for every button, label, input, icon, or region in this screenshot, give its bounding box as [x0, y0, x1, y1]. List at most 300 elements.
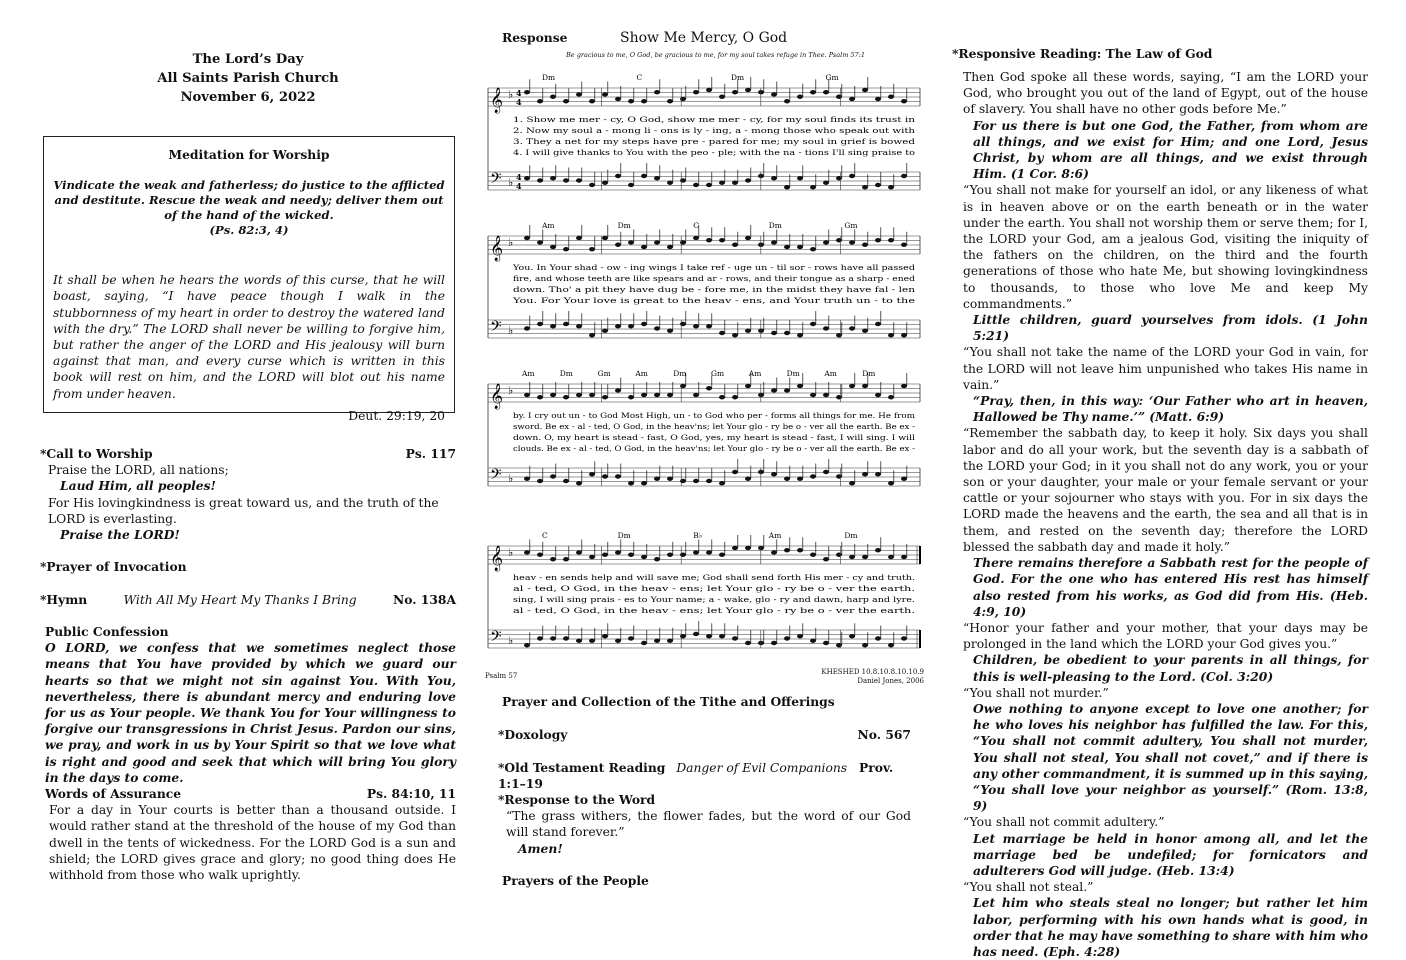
key-flat: ♭ [508, 384, 514, 397]
note-head [745, 546, 751, 550]
tithe-prayer: Prayer and Collection of the Tithe and Offerings [502, 694, 835, 709]
chord-symbol: Dm [731, 73, 745, 82]
note-head [667, 245, 673, 249]
chord-symbol: Dm [617, 531, 631, 540]
prayers-of-the-people: Prayers of the People [502, 873, 649, 888]
note-head [862, 185, 868, 189]
note-head [667, 639, 673, 643]
note-head [563, 557, 569, 561]
note-head [641, 641, 647, 645]
note-head [771, 176, 777, 180]
note-head [823, 470, 829, 474]
note-head [628, 636, 634, 640]
note-head [784, 388, 790, 392]
note-head [654, 240, 660, 244]
note-head [888, 481, 894, 485]
note-head [576, 393, 582, 397]
response-word-amen: Amen! [518, 840, 563, 856]
note-head [550, 245, 556, 249]
note-head [667, 393, 673, 397]
note-head [771, 331, 777, 335]
chord-symbol: Gm [844, 221, 858, 230]
note-head [719, 331, 725, 335]
chord-symbol: Dm [559, 369, 573, 378]
note-head [693, 236, 699, 240]
lyric-line: 3. They a net for my steps have pre - pared for me; my soul in grief is bowed [513, 138, 916, 146]
note-head [797, 548, 803, 552]
note-head [537, 553, 543, 557]
note-head [823, 393, 829, 397]
chord-symbol: Dm [844, 531, 858, 540]
note-head [615, 550, 621, 554]
music-title: Show Me Mercy, O God [620, 30, 788, 46]
note-head [589, 247, 595, 251]
note-head [667, 553, 673, 557]
meditation-text: It shall be when he hears the words of this curse, that he will boast, saying, “I have peace though I walk in the stubbornness of my heart in order to destroy the watered land with the dry.” The LORD shall never be willing to forgive him, but rather the anger of the LORD and His jealousy will burn against that man, and every curse which is written in this book will rest on him, and the LORD will blot out his name from under heaven. [53, 273, 445, 401]
note-head [810, 90, 816, 94]
note-head [797, 245, 803, 249]
chord-symbol: Dm [673, 369, 687, 378]
note-head [641, 393, 647, 397]
note-head [888, 643, 894, 647]
reading-people-line: Let marriage be held in honor among all, and let the marriage bed be undefiled; for fornicators and adulterers God will judge. (Heb. 13:4) [973, 830, 1368, 878]
note-head [836, 553, 842, 557]
note-head [849, 97, 855, 101]
note-head [901, 555, 907, 559]
treble-clef: 𝄞 [490, 546, 504, 571]
note-head [810, 247, 816, 251]
note-head [706, 386, 712, 390]
note-head [823, 326, 829, 330]
key-flat: ♭ [508, 88, 514, 101]
note-head [654, 557, 660, 561]
note-head [615, 97, 621, 101]
note-head [576, 324, 582, 328]
note-head [615, 474, 621, 478]
note-head [784, 245, 790, 249]
note-head [823, 557, 829, 561]
note-head [797, 634, 803, 638]
note-head [667, 329, 673, 333]
note-head [589, 555, 595, 559]
reading-leader-line: “You shall not take the name of the LORD your God in vain, for the LORD will not leave him unpunished who takes His name in vain.” [963, 345, 1368, 392]
note-head [706, 88, 712, 92]
lyric-line: by. I cry out un - to God Most High, un - to God who per - forms all things for me. He from [513, 412, 916, 420]
note-head [849, 174, 855, 178]
note-head [797, 95, 803, 99]
note-head [576, 92, 582, 96]
note-head [602, 92, 608, 96]
call-to-worship-title: *Call to Worship [40, 446, 153, 461]
note-head [576, 550, 582, 554]
assurance-title: Words of Assurance [45, 786, 182, 801]
meditation-box [43, 136, 455, 423]
note-head [836, 643, 842, 647]
note-head [602, 553, 608, 557]
chord-symbol: Dm [617, 221, 631, 230]
note-head [875, 393, 881, 397]
note-head [524, 643, 530, 647]
note-head [849, 240, 855, 244]
treble-clef: 𝄞 [490, 384, 504, 409]
public-confession [45, 624, 456, 786]
header-line-3: November 6, 2022 [180, 90, 316, 105]
lyric-line: You. For Your love is great to the heav - ens, and Your truth un - to the [511, 297, 915, 305]
note-head [550, 474, 556, 478]
time-signature: 4 [516, 181, 522, 191]
lyric-line: 2. Now my soul a - mong li - ons is ly - ing, a - mong those who speak out with [513, 127, 916, 135]
chord-symbol: B♭ [693, 531, 703, 540]
note-head [693, 393, 699, 397]
note-head [628, 395, 634, 399]
hymn-label: *Hymn [40, 592, 88, 607]
note-head [602, 474, 608, 478]
reading-people-line: There remains therefore a Sabbath rest for the people of God. For the one who has entered His rest has himself also rested from his works, as God did from His. (Heb. 4:9, 10) [973, 555, 1368, 619]
note-head [719, 181, 725, 185]
note-head [784, 477, 790, 481]
note-head [615, 324, 621, 328]
note-head [875, 238, 881, 242]
note-head [732, 470, 738, 474]
note-head [537, 636, 543, 640]
note-head [732, 546, 738, 550]
note-head [771, 472, 777, 476]
tune-composer: Daniel Jones, 2006 [857, 677, 924, 685]
note-head [628, 324, 634, 328]
call-line-1: Praise the LORD, all nations; [48, 463, 229, 478]
note-head [875, 183, 881, 187]
note-head [628, 481, 634, 485]
note-head [576, 639, 582, 643]
note-head [641, 174, 647, 178]
note-head [745, 641, 751, 645]
note-head [654, 639, 660, 643]
note-head [628, 183, 634, 187]
key-flat: ♭ [508, 324, 514, 337]
note-head [862, 643, 868, 647]
lyric-line: 4. I will give thanks to You with the peo - ple; with the na - tions I'll sing praise to [513, 149, 915, 157]
note-head [524, 550, 530, 554]
note-head [862, 329, 868, 333]
note-head [784, 331, 790, 335]
reading-leader-line: “You shall not steal.” [963, 880, 1094, 895]
lyric-line: sword. Be ex - al - ted, O God, in the heav'ns; let Your glo - ry be o - ver all the earth. Be ex - [513, 423, 916, 431]
music-subtitle: Be gracious to me, O God, be gracious to me, for my soul takes refuge in Thee. Psalm 57:1 [566, 51, 866, 59]
note-head [732, 90, 738, 94]
note-head [563, 636, 569, 640]
note-head [888, 185, 894, 189]
ot-reading-label: *Old Testament Reading [498, 760, 666, 775]
note-head [641, 99, 647, 103]
meditation-quote: Vindicate the weak and fatherless; do justice to the afflicted and destitute. Rescue the weak and needy; deliver them out of the hand of the wicked. [53, 178, 445, 223]
note-head [901, 636, 907, 640]
confession-title: Public Confession [45, 624, 169, 639]
note-head [732, 395, 738, 399]
note-head [602, 181, 608, 185]
note-head [836, 474, 842, 478]
note-head [667, 477, 673, 481]
note-head [576, 236, 582, 240]
note-head [719, 553, 725, 557]
note-head [550, 176, 556, 180]
bass-clef: 𝄢 [490, 466, 502, 487]
note-head [615, 639, 621, 643]
note-head [810, 639, 816, 643]
reading-leader-line: “You shall not murder.” [963, 685, 1109, 700]
note-head [810, 185, 816, 189]
call-to-worship-ref: Ps. 117 [405, 446, 456, 461]
note-head [589, 183, 595, 187]
chord-symbol: Gm [597, 369, 611, 378]
note-head [888, 333, 894, 337]
note-head [537, 99, 543, 103]
lyric-line: 1. Show me mer - cy, O God, show me mer - cy, for my soul finds its trust in [513, 116, 916, 124]
note-head [797, 333, 803, 337]
lyric-line: al - ted, O God, in the heav - ens; let Your glo - ry be o - ver the earth. [513, 607, 915, 615]
note-head [628, 240, 634, 244]
note-head [589, 99, 595, 103]
note-head [706, 634, 712, 638]
call-line-2: Laud Him, all peoples! [60, 478, 216, 494]
lyric-line: fire, and whose teeth are like spears and ar - rows, and their tongue as a sharp - ened [513, 275, 916, 283]
responsive-reading-title: *Responsive Reading: The Law of God [952, 46, 1213, 61]
lyric-line: heav - en sends help and will save me; God shall send forth His mer - cy and truth. [513, 574, 915, 582]
note-head [563, 479, 569, 483]
reading-leader-line: “Remember the sabbath day, to keep it holy. Six days you shall labor and do all your work, but the seventh day is a sabbath of the LORD your God; in it you shall not do any work, you or your son or your daughter, your male or your female servant or your cattle or your sojourner who stays with you. For in six days the LORD made the heavens and the earth, the sea and all that is in them, and rested on the seventh day; therefore the LORD blessed the sabbath day and made it holy.” [963, 426, 1368, 554]
note-head [693, 632, 699, 636]
note-head [537, 479, 543, 483]
reading-leader-line: “Honor your father and your mother, that your days may be prolonged in the land which the LORD your God gives you.” [963, 620, 1368, 652]
lyric-line: down. Tho' a pit they have dug be - fore me, in the midst they have fal - len [513, 286, 916, 294]
note-head [602, 236, 608, 240]
note-head [732, 243, 738, 247]
key-flat: ♭ [508, 176, 514, 189]
note-head [706, 183, 712, 187]
note-head [654, 393, 660, 397]
note-head [745, 88, 751, 92]
note-head [823, 641, 829, 645]
note-head [693, 479, 699, 483]
note-head [550, 324, 556, 328]
note-head [888, 95, 894, 99]
bass-clef: 𝄢 [490, 170, 502, 191]
note-head [693, 183, 699, 187]
reading-people-line: Little children, guard yourselves from idols. (1 John 5:21) [973, 312, 1368, 344]
note-head [771, 92, 777, 96]
note-head [615, 388, 621, 392]
note-head [888, 238, 894, 242]
note-head [836, 238, 842, 242]
chord-symbol: Am [635, 369, 648, 378]
treble-clef: 𝄞 [490, 236, 504, 261]
note-head [797, 176, 803, 180]
note-head [836, 95, 842, 99]
note-head [745, 178, 751, 182]
time-signature: 4 [516, 172, 522, 182]
note-head [602, 634, 608, 638]
lyric-line: down. O, my heart is stead - fast, O God, yes, my heart is stead - fast, I will sing. I will [513, 434, 916, 442]
call-to-worship [40, 446, 456, 543]
note-head [810, 393, 816, 397]
note-head [719, 634, 725, 638]
doxology-line [498, 727, 911, 743]
note-head [615, 174, 621, 178]
note-head [901, 174, 907, 178]
note-head [576, 178, 582, 182]
assurance-text: For a day in Your courts is better than a thousand outside. I would rather stand at the threshold of the house of my God than dwell in the tents of wickedness. For the LORD God is a sun and shield; the LORD gives grace and glory; no good thing does He withhold from those who walk uprightly. [49, 803, 456, 883]
note-head [550, 557, 556, 561]
note-head [719, 395, 725, 399]
chord-symbol: Dm [768, 221, 782, 230]
note-head [901, 384, 907, 388]
note-head [771, 550, 777, 554]
note-head [810, 553, 816, 557]
note-head [745, 384, 751, 388]
note-head [875, 472, 881, 476]
chord-symbol: Am [542, 221, 555, 230]
reading-leader-line: Then God spoke all these words, saying, “I am the LORD your God, who brought you out of the land of Egypt, out of the house of slavery. You shall have no other gods before Me.” [963, 70, 1368, 117]
assurance-ref: Ps. 84:10, 11 [366, 786, 456, 801]
note-head [797, 384, 803, 388]
note-head [693, 90, 699, 94]
note-head [849, 326, 855, 330]
note-head [602, 395, 608, 399]
note-head [628, 553, 634, 557]
note-head [823, 90, 829, 94]
note-head [784, 99, 790, 103]
note-head [849, 384, 855, 388]
header-line-1: The Lord’s Day [192, 52, 304, 67]
reading-people-line: “Pray, then, in this way: ‘Our Father who art in heaven, Hallowed be Thy name.’” (Matt. 6:9) [973, 393, 1368, 425]
note-head [706, 550, 712, 554]
note-head [537, 395, 543, 399]
note-head [888, 555, 894, 559]
hymn-title: With All My Heart My Thanks I Bring [123, 593, 357, 607]
note-head [745, 236, 751, 240]
ot-reading-title: Danger of Evil Companions [676, 761, 848, 775]
note-head [641, 322, 647, 326]
note-head [524, 326, 530, 330]
note-head [745, 329, 751, 333]
note-head [732, 333, 738, 337]
note-head [784, 548, 790, 552]
note-head [862, 88, 868, 92]
response-word-label: *Response to the Word [498, 792, 656, 807]
note-head [745, 477, 751, 481]
note-head [797, 477, 803, 481]
response-word-text: “The grass withers, the flower fades, but the word of our God will stand forever.” [506, 809, 911, 840]
note-head [576, 481, 582, 485]
note-head [667, 99, 673, 103]
note-head [901, 477, 907, 481]
bulletin-header [40, 50, 456, 107]
chord-symbol: Am [522, 369, 535, 378]
note-head [875, 322, 881, 326]
chord-symbol: Am [748, 369, 762, 378]
note-head [732, 181, 738, 185]
chord-symbol: C [542, 531, 548, 540]
note-head [810, 322, 816, 326]
note-head [836, 333, 842, 337]
time-signature: 4 [516, 88, 522, 98]
note-head [537, 240, 543, 244]
header-line-2: All Saints Parish Church [157, 71, 339, 86]
music-label: Response [502, 30, 568, 45]
lyric-line: sing, I will sing prais - es to Your name; a - wake, glo - ry and dawn, harp and lyre. [513, 596, 915, 604]
note-head [524, 90, 530, 94]
note-head [589, 393, 595, 397]
note-head [693, 324, 699, 328]
tune-name: KHESHED 10.8.10.8.10.10.9 [821, 668, 924, 676]
key-flat: ♭ [508, 546, 514, 559]
prayer-of-invocation: *Prayer of Invocation [40, 559, 187, 574]
note-head [693, 550, 699, 554]
note-head [706, 324, 712, 328]
key-flat: ♭ [508, 634, 514, 647]
chord-symbol: C [636, 73, 643, 82]
response-to-word [498, 792, 911, 857]
reading-leader-line: “You shall not commit adultery.” [963, 815, 1165, 830]
doxology-label: *Doxology [498, 727, 568, 742]
reading-people-line: For us there is but one God, the Father, from whom are all things, and we exist for Him; and one Lord, Jesus Christ, by whom are all things, and we exist through Him. (1 Cor. 8:6) [973, 117, 1368, 182]
ot-reading-line [498, 760, 911, 792]
note-head [771, 240, 777, 244]
note-head [550, 95, 556, 99]
note-head [706, 479, 712, 483]
note-head [706, 238, 712, 242]
meditation-quote-ref: (Ps. 82:3, 4) [209, 223, 289, 238]
note-head [667, 181, 673, 185]
note-head [771, 388, 777, 392]
note-head [550, 636, 556, 640]
note-head [784, 636, 790, 640]
note-head [901, 99, 907, 103]
note-head [589, 639, 595, 643]
note-head [654, 326, 660, 330]
note-head [550, 393, 556, 397]
music-footer-right [821, 668, 924, 686]
note-head [862, 472, 868, 476]
note-head [836, 176, 842, 180]
note-head [875, 97, 881, 101]
note-head [615, 243, 621, 247]
note-head [602, 329, 608, 333]
note-head [862, 243, 868, 247]
chord-symbol: Dm [862, 369, 876, 378]
note-head [654, 477, 660, 481]
chord-symbol: Gm [711, 369, 725, 378]
sheet-music [482, 60, 924, 740]
note-head [641, 481, 647, 485]
key-flat: ♭ [508, 236, 514, 249]
key-flat: ♭ [508, 472, 514, 485]
note-head [901, 243, 907, 247]
doxology-number: No. 567 [857, 727, 911, 742]
note-head [771, 641, 777, 645]
note-head [524, 236, 530, 240]
call-line-4: Praise the LORD! [60, 527, 180, 543]
responsive-reading [963, 69, 1368, 960]
note-head [524, 393, 530, 397]
note-head [862, 384, 868, 388]
note-head [719, 481, 725, 485]
note-head [888, 395, 894, 399]
lyric-line: clouds. Be ex - al - ted, O God, in the heav'ns; let Your glo - ry be o - ver all the earth. Be ex - [513, 445, 916, 453]
note-head [524, 176, 530, 180]
note-head [719, 238, 725, 242]
reading-people-line: Let him who steals steal no longer; but rather let him labor, performing with his own hands what is good, in order that he may have something to share with him who has need. (Eph. 4:28) [973, 895, 1368, 959]
note-head [823, 240, 829, 244]
